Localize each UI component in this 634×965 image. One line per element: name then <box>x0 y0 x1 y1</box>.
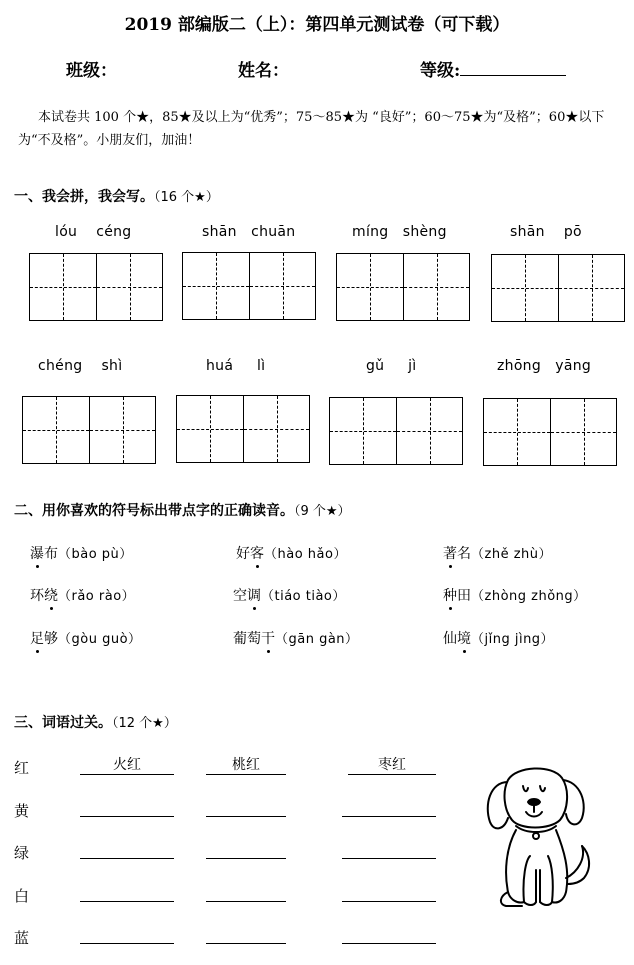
section3-heading <box>14 712 177 732</box>
dog-icon <box>478 760 596 910</box>
writing-cell[interactable] <box>403 254 469 320</box>
pinyin-options[interactable]: （gòu guò） <box>58 632 142 647</box>
pinyin-label: míng shèng <box>352 224 447 240</box>
writing-cell[interactable] <box>23 397 89 463</box>
writing-grid[interactable] <box>22 396 156 464</box>
pinyin-options[interactable]: （zhòng zhǒng） <box>471 589 587 604</box>
word-blank[interactable]: 桃红 <box>206 756 286 775</box>
pinyin-label: gǔ jì <box>366 358 417 374</box>
color-row-label: 蓝 <box>14 929 30 947</box>
writing-cell[interactable] <box>249 253 315 319</box>
reading-item: 著名（zhě zhù） <box>443 543 552 563</box>
color-row-label: 白 <box>14 887 30 905</box>
pinyin-options[interactable]: （bào pù） <box>58 547 133 562</box>
writing-cell[interactable] <box>558 255 624 321</box>
word-blank[interactable] <box>342 883 436 902</box>
grade-field <box>420 56 566 81</box>
word-blank[interactable] <box>206 883 286 902</box>
pinyin-label: huá lì <box>206 358 266 374</box>
writing-cell[interactable] <box>177 396 243 462</box>
page-title: 2019 部编版二（上）：第四单元测试卷（可下载） <box>124 15 510 35</box>
writing-grid[interactable] <box>29 253 163 321</box>
reading-item: 环绕（rǎo rào） <box>30 585 135 605</box>
reading-item: 仙境（jǐng jìng） <box>443 628 554 648</box>
reading-item: 瀑布（bào pù） <box>30 543 133 563</box>
word-blank[interactable] <box>80 840 174 859</box>
reading-item: 种田（zhòng zhǒng） <box>443 585 587 605</box>
grade-label: 等级: <box>420 61 461 81</box>
intro-text: 本试卷共 100 个★，85★及以上为“优秀”；75～85★为 “良好”；60～75★为“及格”；60★以下为“不及格”。小朋友们，加油！ <box>18 110 605 148</box>
color-row-label: 绿 <box>14 844 30 862</box>
word-blank[interactable] <box>342 925 436 944</box>
pinyin-label: zhōng yāng <box>497 358 592 374</box>
writing-grid[interactable] <box>483 398 617 466</box>
word-blank[interactable] <box>206 798 286 817</box>
section2-heading <box>14 500 351 520</box>
color-row-label: 黄 <box>14 802 30 820</box>
writing-cell[interactable] <box>183 253 249 319</box>
pinyin-options[interactable]: （hào hǎo） <box>264 547 347 562</box>
reading-item: 足够（gòu guò） <box>30 628 142 648</box>
writing-cell[interactable] <box>484 399 550 465</box>
word-blank[interactable]: 火红 <box>80 756 174 775</box>
pinyin-options[interactable]: （rǎo rào） <box>58 589 136 604</box>
reading-item: 好客（hào hǎo） <box>236 543 347 563</box>
pinyin-options[interactable]: （jǐng jìng） <box>471 632 555 647</box>
pinyin-options[interactable]: （gān gàn） <box>275 632 359 647</box>
writing-cell[interactable] <box>243 396 309 462</box>
section3-points: （12 个★） <box>112 716 177 731</box>
word-blank[interactable] <box>206 840 286 859</box>
writing-cell[interactable] <box>337 254 403 320</box>
pinyin-label: lóu céng <box>55 224 132 240</box>
pinyin-label: shān pō <box>510 224 582 240</box>
writing-grid[interactable] <box>336 253 470 321</box>
section2-points: （9 个★） <box>294 504 351 519</box>
writing-cell[interactable] <box>550 399 616 465</box>
grade-blank[interactable] <box>460 59 566 76</box>
word-blank[interactable] <box>206 925 286 944</box>
reading-item: 葡萄干（gān gàn） <box>233 628 359 648</box>
name-label: 姓名： <box>238 61 289 81</box>
pinyin-label: shān chuān <box>202 224 296 240</box>
writing-cell[interactable] <box>89 397 155 463</box>
color-row-label: 红 <box>14 759 30 777</box>
reading-item: 空调（tiáo tiào） <box>233 585 346 605</box>
writing-cell[interactable] <box>330 398 396 464</box>
word-blank[interactable] <box>80 883 174 902</box>
section1-points: （16 个★） <box>154 190 219 205</box>
section3-title: 三、词语过关。 <box>14 715 112 731</box>
word-blank[interactable] <box>342 798 436 817</box>
writing-cell[interactable] <box>96 254 162 320</box>
pinyin-options[interactable]: （tiáo tiào） <box>261 589 346 604</box>
writing-cell[interactable] <box>396 398 462 464</box>
writing-grid[interactable] <box>491 254 625 322</box>
writing-grid[interactable] <box>176 395 310 463</box>
writing-grid[interactable] <box>182 252 316 320</box>
word-blank[interactable] <box>80 925 174 944</box>
word-blank[interactable]: 枣红 <box>348 756 436 775</box>
section1-heading <box>14 186 219 206</box>
pinyin-options[interactable]: （zhě zhù） <box>471 547 552 562</box>
word-blank[interactable] <box>342 840 436 859</box>
class-label: 班级： <box>66 61 117 81</box>
writing-cell[interactable] <box>492 255 558 321</box>
section1-title: 一、我会拼，我会写。 <box>14 189 154 205</box>
pinyin-label: chéng shì <box>38 358 123 374</box>
word-blank[interactable] <box>80 798 174 817</box>
writing-cell[interactable] <box>30 254 96 320</box>
writing-grid[interactable] <box>329 397 463 465</box>
section2-title: 二、用你喜欢的符号标出带点字的正确读音。 <box>14 503 294 519</box>
